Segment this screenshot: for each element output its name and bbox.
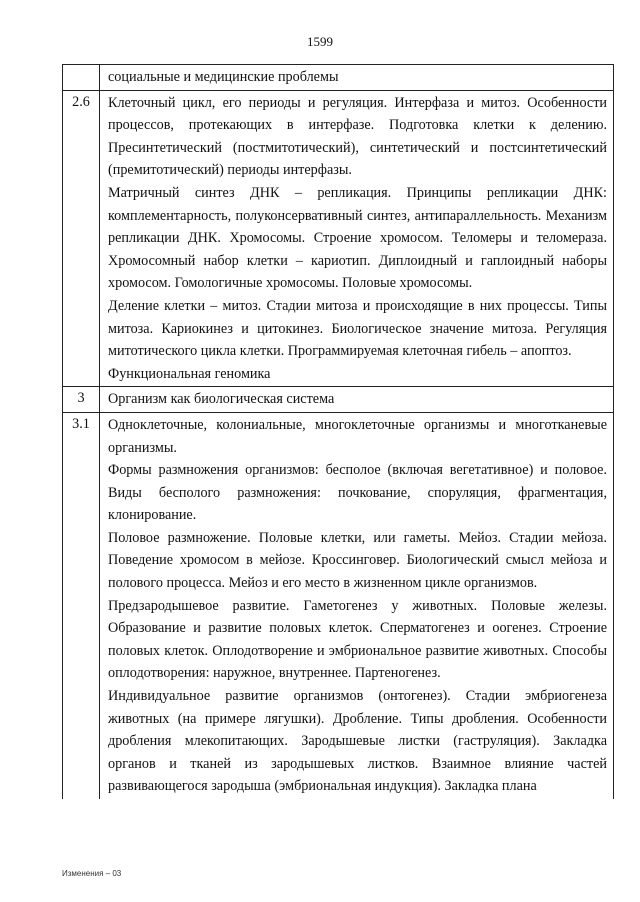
row-paragraph: Организм как биологическая система — [108, 391, 335, 408]
row-number: 3.1 — [63, 412, 100, 799]
table-row — [63, 387, 614, 413]
row-paragraph: Индивидуальное развитие организмов (онтогенез). Стадии эмбриогенеза животных (на примере лягушки). Дробление. Типы дробления. Особенности дробления млекопитающих. Зародышевые листки (гаструляция). Закладка органов и тканей из зародышевых листков. Взаимное влияние частей развивающегося зародыша (эмбриональная индукция). Закладка плана — [108, 688, 607, 795]
program-table — [62, 64, 614, 799]
row-number — [63, 65, 100, 91]
row-number: 3 — [63, 387, 100, 413]
row-paragraph: Формы размножения организмов: бесполое (включая вегетативное) и половое. Виды бесполого размножения: почкование, споруляция, фрагментация, клонирование. — [108, 462, 607, 524]
row-paragraph: Матричный синтез ДНК – репликация. Принципы репликации ДНК: комплементарность, полуконсервативный синтез, антипараллельность. Механизм репликации ДНК. Хромосомы. Строение хромосом. Теломеры и теломераза. Хромосомный набор клетки – кариотип. Диплоидный и гаплоидный наборы хромосом. Гомологичные хромосомы. Половые хромосомы. — [108, 184, 607, 292]
row-paragraph: Половое размножение. Половые клетки, или гаметы. Мейоз. Стадии мейоза. Поведение хромосом в мейозе. Кроссинговер. Биологический смысл мейоза и полового процесса. Мейоз и его место в жизненном цикле организмов. — [108, 529, 607, 592]
page-number: 1599 — [307, 34, 333, 49]
row-paragraph: Предзародышевое развитие. Гаметогенез у животных. Половые железы. Образование и развитие половых клеток. Сперматогенез и оогенез. Строение половых клеток. Оплодотворение и эмбриональное развитие животных. Способы оплодотворения: наружное, внутреннее. Партеногенез. — [108, 597, 607, 682]
table-row — [63, 90, 614, 387]
row-paragraph: Деление клетки – митоз. Стадии митоза и происходящие в них процессы. Типы митоза. Кариокинез и цитокинез. Биологическое значение митоза. Регуляция митотического цикла клетки. Программируемая клеточная гибель – апоптоз. — [108, 297, 607, 360]
row-paragraph: Одноклеточные, колониальные, многоклеточные организмы и многотканевые организмы. — [108, 416, 607, 456]
table-row — [63, 65, 614, 91]
table-row — [63, 412, 614, 799]
revision-footer: Изменения – 03 — [62, 869, 122, 878]
row-paragraph: Клеточный цикл, его периоды и регуляция. Интерфаза и митоз. Особенности процессов, протекающих в интерфазе. Подготовка клетки к делению. Пресинтетический (постмитотический), синтетический и постсинтетический (премитотический) периоды интерфазы. — [108, 94, 607, 179]
row-number: 2.6 — [63, 90, 100, 387]
row-content — [100, 90, 614, 387]
row-paragraph: Функциональная геномика — [108, 365, 271, 382]
row-content — [100, 387, 614, 413]
row-content — [100, 412, 614, 799]
row-content — [100, 65, 614, 91]
row-paragraph: социальные и медицинские проблемы — [108, 69, 339, 85]
